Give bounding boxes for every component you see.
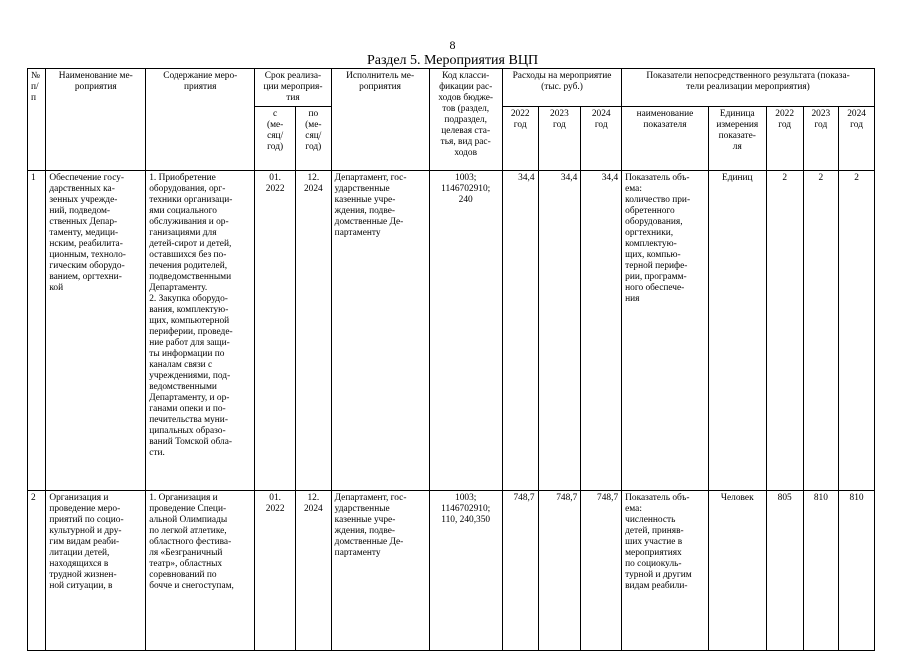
header-indicators: Показатели непосредственного результата (показа- тели реализации мероприятия) <box>622 69 875 107</box>
header-ind-2024: 2024 год <box>839 107 875 171</box>
measures-table <box>27 68 875 651</box>
row-content: 1. Организация и проведение Специ- альной Олимпиады по легкой атлетике, областного фестива- ля «Безграничный театр», областных соревнований по бочче и снегоступам, <box>146 491 255 651</box>
header-code: Код класси- фикации рас- ходов бюдже- тов (раздел, подраздел, целевая ста- тья, вид рас- ходов <box>429 69 502 171</box>
row-exp-2022: 34,4 <box>502 171 538 491</box>
header-term-from: с (ме- сяц/ год) <box>255 107 296 171</box>
row-ind-unit: Человек <box>708 491 766 651</box>
header-ind-2022: 2022 год <box>766 107 803 171</box>
row-ind-2022: 805 <box>766 491 803 651</box>
row-term-from: 01. 2022 <box>255 171 296 491</box>
header-name: Наименование ме- роприятия <box>46 69 146 171</box>
header-term: Срок реализа- ции мероприя- тия <box>255 69 331 107</box>
header-row-1 <box>28 69 875 107</box>
row-ind-2023: 2 <box>803 171 839 491</box>
row-executor: Департамент, гос- ударственные казенные учре- ждения, подве- домственные Де- партаменту <box>331 171 429 491</box>
row-exp-2024: 34,4 <box>581 171 622 491</box>
row-name: Организация и проведение меро- приятий по социо- культурной и дру- гим видам реаби- литации детей, находящихся в трудной жизнен- ной ситуации, в <box>46 491 146 651</box>
row-exp-2023: 748,7 <box>538 491 581 651</box>
row-ind-2022: 2 <box>766 171 803 491</box>
row-num: 2 <box>28 491 46 651</box>
row-ind-2023: 810 <box>803 491 839 651</box>
header-term-to: по (ме- сяц/ год) <box>296 107 332 171</box>
header-exp-2024: 2024 год <box>581 107 622 171</box>
row-ind-2024: 810 <box>839 491 875 651</box>
section-title: Раздел 5. Мероприятия ВЦП <box>366 53 539 68</box>
row-code: 1003; 1146702910; 240 <box>429 171 502 491</box>
row-term-to: 12. 2024 <box>296 491 332 651</box>
header-executor: Исполнитель ме- роприятия <box>331 69 429 171</box>
header-num: № п/ п <box>28 69 46 171</box>
header-content: Содержание меро- приятия <box>146 69 255 171</box>
row-num: 1 <box>28 171 46 491</box>
row-ind-unit: Единиц <box>708 171 766 491</box>
header-exp-2023: 2023 год <box>538 107 581 171</box>
row-exp-2023: 34,4 <box>538 171 581 491</box>
table-row <box>28 171 875 491</box>
header-ind-name: наименование показателя <box>622 107 709 171</box>
row-exp-2022: 748,7 <box>502 491 538 651</box>
header-expenses: Расходы на мероприятие (тыс. руб.) <box>502 69 621 107</box>
row-code: 1003; 1146702910; 110, 240,350 <box>429 491 502 651</box>
row-term-from: 01. 2022 <box>255 491 296 651</box>
row-content: 1. Приобретение оборудования, орг- техники организаци- ями социального обслуживания и ор- ганизациями для детей-сирот и детей, оставшихся без по- печения родителей, подведомственными Департаменту. 2. Закупка оборудо- вания, комплектую- щих, компьютерной периферии, проведе- ние работ для защи- ты информации по каналам связи с учреждениями, под- ведомственными Департаменту, и ор- ганами опеки и по- печительства муни- ципальных образо- ваний Томской обла- сти. <box>146 171 255 491</box>
row-name: Обеспечение госу- дарственных ка- зенных учрежде- ний, подведом- ственных Депар- таменту, медици- нским, реабилита- ционным, техноло- гическим оборудо- ванием, оргтехни- кой <box>46 171 146 491</box>
row-ind-2024: 2 <box>839 171 875 491</box>
row-executor: Департамент, гос- ударственные казенные учре- ждения, подве- домственные Де- партаменту <box>331 491 429 651</box>
row-exp-2024: 748,7 <box>581 491 622 651</box>
table-row <box>28 491 875 651</box>
header-ind-unit: Единица измерения показате- ля <box>708 107 766 171</box>
row-ind-name: Показатель объ- ема: количество при- обретенного оборудования, оргтехники, комплектую- щих, компью- терной перифе- рии, программ- ного обеспече- ния <box>622 171 709 491</box>
row-term-to: 12. 2024 <box>296 171 332 491</box>
header-exp-2022: 2022 год <box>502 107 538 171</box>
page-number: 8 <box>449 38 456 52</box>
header-ind-2023: 2023 год <box>803 107 839 171</box>
row-ind-name: Показатель объ- ема: численность детей, приняв- ших участие в мероприятиях по социокуль- турной и другим видам реабили- <box>622 491 709 651</box>
